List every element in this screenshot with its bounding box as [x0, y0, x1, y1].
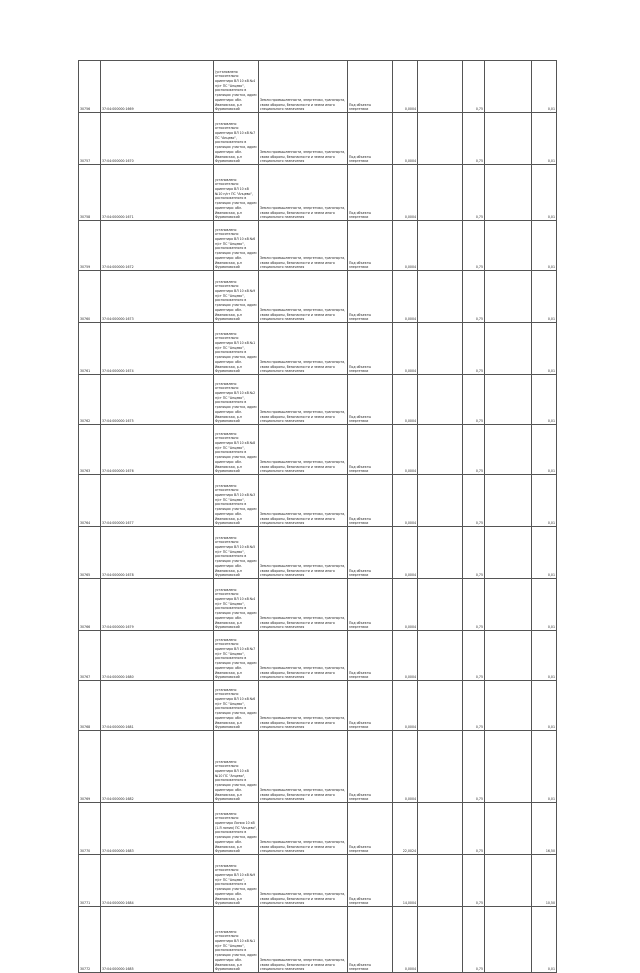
empty-cell: [418, 165, 463, 221]
table-row: [79, 323, 557, 375]
area-cell: 0,0004: [393, 731, 418, 803]
sum-cell: 0,01: [532, 425, 557, 475]
rate-cell: 0,75: [463, 61, 485, 113]
empty-cell: [418, 375, 463, 425]
area-cell: 0,0004: [393, 113, 418, 165]
sum-cell: 0,01: [532, 527, 557, 579]
location-description-cell: установлено относительно ориентира ВЛ 10 кВ №7 ПС "Анцево", расположенного в границах участка, адрес ориентира: обл. Ивановская, р-н Фурмановский: [214, 113, 259, 165]
table-row: [79, 803, 557, 855]
rate-cell: 0,75: [463, 803, 485, 855]
row-index-cell: 30769: [79, 731, 101, 803]
table-row: [79, 113, 557, 165]
table-row: [79, 61, 557, 113]
rate-cell: 0,75: [463, 527, 485, 579]
table-row: [79, 579, 557, 631]
row-index-cell: 30766: [79, 579, 101, 631]
land-category-cell: Земли промышленности, энергетики, транспорта, связи обороны, безопасности и земли иного специального назначения: [259, 803, 348, 855]
empty-cell: [418, 61, 463, 113]
row-index-cell: 30758: [79, 165, 101, 221]
permitted-use-cell: Под объекты энергетики: [348, 165, 393, 221]
land-plots-table: [78, 60, 557, 973]
cadastral-number-cell: 37:04:000000:1671: [101, 165, 214, 221]
sum-cell: 10,50: [532, 855, 557, 907]
land-category-cell: Земли промышленности, энергетики, транспорта, связи обороны, безопасности и земли иного специального назначения: [259, 907, 348, 973]
area-cell: 0,0004: [393, 271, 418, 323]
location-description-cell: установлено относительно ориентира ВЛ 10 кВ №1 п/ст ПС "Анцево", расположенного в границах участка, адрес ориентира: обл. Ивановская, р-н Фурмановский: [214, 323, 259, 375]
rate-cell: 0,75: [463, 375, 485, 425]
empty-cell: [485, 425, 532, 475]
empty-cell: [418, 323, 463, 375]
area-cell: 0,0004: [393, 61, 418, 113]
land-category-cell: Земли промышленности, энергетики, транспорта, связи обороны, безопасности и земли иного специального назначения: [259, 323, 348, 375]
table-row: [79, 731, 557, 803]
empty-cell: [485, 907, 532, 973]
table-body: [79, 61, 557, 973]
land-category-cell: Земли промышленности, энергетики, транспорта, связи обороны, безопасности и земли иного специального назначения: [259, 631, 348, 681]
cadastral-number-cell: 37:04:000000:1679: [101, 579, 214, 631]
empty-cell: [485, 803, 532, 855]
area-cell: 0,0004: [393, 425, 418, 475]
permitted-use-cell: Под объекты энергетики: [348, 631, 393, 681]
row-index-cell: 30765: [79, 527, 101, 579]
table-row: [79, 425, 557, 475]
area-cell: 0,0004: [393, 579, 418, 631]
empty-cell: [418, 425, 463, 475]
sum-cell: 0,01: [532, 475, 557, 527]
sum-cell: 0,01: [532, 271, 557, 323]
empty-cell: [485, 61, 532, 113]
sum-cell: 0,01: [532, 681, 557, 731]
permitted-use-cell: Под объекты энергетики: [348, 907, 393, 973]
sum-cell: 0,01: [532, 631, 557, 681]
row-index-cell: 30762: [79, 375, 101, 425]
rate-cell: 0,75: [463, 425, 485, 475]
cadastral-number-cell: 37:04:000000:1669: [101, 61, 214, 113]
empty-cell: [485, 631, 532, 681]
land-category-cell: Земли промышленности, энергетики, транспорта, связи обороны, безопасности и земли иного специального назначения: [259, 113, 348, 165]
empty-cell: [418, 271, 463, 323]
row-index-cell: 30770: [79, 803, 101, 855]
land-category-cell: Земли промышленности, энергетики, транспорта, связи обороны, безопасности и земли иного специального назначения: [259, 425, 348, 475]
row-index-cell: 30771: [79, 855, 101, 907]
cadastral-number-cell: 37:04:000000:1670: [101, 113, 214, 165]
empty-cell: [485, 375, 532, 425]
row-index-cell: 30761: [79, 323, 101, 375]
rate-cell: 0,75: [463, 475, 485, 527]
permitted-use-cell: Под объекты энергетики: [348, 323, 393, 375]
empty-cell: [418, 475, 463, 527]
sum-cell: 0,01: [532, 113, 557, 165]
area-cell: 22,0024: [393, 803, 418, 855]
sum-cell: 0,01: [532, 165, 557, 221]
permitted-use-cell: Под объекты энергетики: [348, 425, 393, 475]
location-description-cell: установлено относительно ориентира ВЛ 10 кВ №10 п/ст ПС "Анцево", расположенного в границах участка, адрес ориентира: обл. Ивановская, р-н Фурмановский: [214, 165, 259, 221]
table-row: [79, 907, 557, 973]
area-cell: 0,0004: [393, 323, 418, 375]
land-category-cell: Земли промышленности, энергетики, транспорта, связи обороны, безопасности и земли иного специального назначения: [259, 681, 348, 731]
permitted-use-cell: Под объекты энергетики: [348, 681, 393, 731]
permitted-use-cell: Под объекты энергетики: [348, 475, 393, 527]
sum-cell: 0,01: [532, 323, 557, 375]
cadastral-number-cell: 37:04:000000:1678: [101, 527, 214, 579]
empty-cell: [418, 907, 463, 973]
empty-cell: [485, 113, 532, 165]
row-index-cell: 30760: [79, 271, 101, 323]
cadastral-number-cell: 37:04:000000:1685: [101, 907, 214, 973]
sum-cell: 0,01: [532, 61, 557, 113]
area-cell: 0,0004: [393, 527, 418, 579]
permitted-use-cell: Под объекты энергетики: [348, 113, 393, 165]
table-row: [79, 681, 557, 731]
area-cell: 0,0004: [393, 475, 418, 527]
sum-cell: 0,01: [532, 731, 557, 803]
cadastral-number-cell: 37:04:000000:1682: [101, 731, 214, 803]
cadastral-number-cell: 37:04:000000:1680: [101, 631, 214, 681]
rate-cell: 0,75: [463, 221, 485, 271]
land-category-cell: Земли промышленности, энергетики, транспорта, связи обороны, безопасности и земли иного специального назначения: [259, 221, 348, 271]
location-description-cell: установлено относительно ориентира ВЛ 10 кВ №8 п/ст ПС "Анцево", расположенного в границах участка, адрес ориентира: обл. Ивановская, р-н Фурмановский: [214, 425, 259, 475]
empty-cell: [485, 323, 532, 375]
row-index-cell: 30767: [79, 631, 101, 681]
location-description-cell: установлено относительно ориентира ВЛ 10 кВ №10 ПС "Анцево", расположенного в границах участка, адрес ориентира: обл. Ивановская, р-н Фурмановский: [214, 731, 259, 803]
location-description-cell: установлено относительно ориентира ВЛ 10 кВ №2 п/ст ПС "Анцево", расположенного в границах участка, адрес ориентира: обл. Ивановская, р-н Фурмановский: [214, 375, 259, 425]
table-row: [79, 475, 557, 527]
table-row: [79, 271, 557, 323]
rate-cell: 0,75: [463, 855, 485, 907]
empty-cell: [485, 271, 532, 323]
permitted-use-cell: Под объекты энергетики: [348, 61, 393, 113]
sum-cell: 0,01: [532, 579, 557, 631]
permitted-use-cell: Под объекты энергетики: [348, 579, 393, 631]
row-index-cell: 30756: [79, 61, 101, 113]
empty-cell: [485, 527, 532, 579]
empty-cell: [418, 631, 463, 681]
cadastral-number-cell: 37:04:000000:1675: [101, 375, 214, 425]
rate-cell: 0,75: [463, 907, 485, 973]
sum-cell: 16,50: [532, 803, 557, 855]
cadastral-number-cell: 37:04:000000:1673: [101, 271, 214, 323]
rate-cell: 0,75: [463, 579, 485, 631]
area-cell: 0,0004: [393, 631, 418, 681]
empty-cell: [485, 475, 532, 527]
permitted-use-cell: Под объекты энергетики: [348, 271, 393, 323]
rate-cell: 0,75: [463, 323, 485, 375]
cadastral-number-cell: 37:04:000000:1684: [101, 855, 214, 907]
empty-cell: [418, 527, 463, 579]
land-category-cell: Земли промышленности, энергетики, транспорта, связи обороны, безопасности и земли иного специального назначения: [259, 855, 348, 907]
cadastral-number-cell: 37:04:000000:1681: [101, 681, 214, 731]
empty-cell: [485, 681, 532, 731]
land-category-cell: Земли промышленности, энергетики, транспорта, связи обороны, безопасности и земли иного специального назначения: [259, 731, 348, 803]
location-description-cell: установлено относительно ориентира ВЛ 10 кВ №9 п/ст ПС "Анцево", расположенного в границах участка, адрес ориентира: обл. Ивановская, р-н Фурмановский: [214, 271, 259, 323]
cadastral-number-cell: 37:04:000000:1676: [101, 425, 214, 475]
location-description-cell: установлено относительно ориентира ВЛ 10 кВ №5 п/ст ПС "Анцево", расположенного в границах участка, адрес ориентира: обл. Ивановская, р-н Фурмановский: [214, 527, 259, 579]
rate-cell: 0,75: [463, 165, 485, 221]
row-index-cell: 30763: [79, 425, 101, 475]
empty-cell: [485, 579, 532, 631]
location-description-cell: установлено относительно ориентира ВЛ 10 кВ №6 п/ст ПС "Анцево", расположенного в границах участка, адрес ориентира: обл. Ивановская, р-н Фурмановский: [214, 681, 259, 731]
sum-cell: 0,01: [532, 907, 557, 973]
land-category-cell: Земли промышленности, энергетики, транспорта, связи обороны, безопасности и земли иного специального назначения: [259, 165, 348, 221]
land-category-cell: Земли промышленности, энергетики, транспорта, связи обороны, безопасности и земли иного специального назначения: [259, 375, 348, 425]
land-category-cell: Земли промышленности, энергетики, транспорта, связи обороны, безопасности и земли иного специального назначения: [259, 271, 348, 323]
sum-cell: 0,01: [532, 221, 557, 271]
row-index-cell: 30768: [79, 681, 101, 731]
table-row: [79, 855, 557, 907]
location-description-cell: установлено относительно ориентира Линия 10 кВ (1-Я линия) ПС "Анцево", расположенного в границах участка, адрес ориентира: обл. Ивановская, р-н Фурмановский: [214, 803, 259, 855]
land-category-cell: Земли промышленности, энергетики, транспорта, связи обороны, безопасности и земли иного специального назначения: [259, 475, 348, 527]
permitted-use-cell: Под объекты энергетики: [348, 731, 393, 803]
empty-cell: [485, 165, 532, 221]
cadastral-number-cell: 37:04:000000:1672: [101, 221, 214, 271]
table-row: [79, 375, 557, 425]
table-row: [79, 221, 557, 271]
permitted-use-cell: Под объекты энергетики: [348, 221, 393, 271]
permitted-use-cell: Под объекты энергетики: [348, 855, 393, 907]
empty-cell: [418, 803, 463, 855]
empty-cell: [418, 579, 463, 631]
rate-cell: 0,75: [463, 631, 485, 681]
empty-cell: [418, 731, 463, 803]
empty-cell: [418, 681, 463, 731]
row-index-cell: 30757: [79, 113, 101, 165]
location-description-cell: установлено относительно ориентира ВЛ 10 кВ №4 п/ст ПС "Анцево", расположенного в границах участка, адрес ориентира: обл. Ивановская, р-н Фурмановский: [214, 579, 259, 631]
permitted-use-cell: Под объекты энергетики: [348, 803, 393, 855]
table-row: [79, 631, 557, 681]
location-description-cell: установлено относительно ориентира ВЛ 10 кВ №9 п/ст ПС "Анцево", расположенного в границах участка, адрес ориентира: обл. Ивановская, р-н Фурмановский: [214, 855, 259, 907]
area-cell: 0,0004: [393, 907, 418, 973]
area-cell: 0,0004: [393, 375, 418, 425]
empty-cell: [418, 113, 463, 165]
area-cell: 0,0004: [393, 681, 418, 731]
row-index-cell: 30764: [79, 475, 101, 527]
land-category-cell: Земли промышленности, энергетики, транспорта, связи обороны, безопасности и земли иного специального назначения: [259, 61, 348, 113]
sum-cell: 0,01: [532, 375, 557, 425]
empty-cell: [418, 221, 463, 271]
location-description-cell: установлено относительно ориентира ВЛ 10 кВ №1 п/ст ПС "Анцево", расположенного в границах участка, адрес ориентира: обл. Ивановская, р-н Фурмановский: [214, 907, 259, 973]
rate-cell: 0,75: [463, 681, 485, 731]
area-cell: 0,0004: [393, 221, 418, 271]
row-index-cell: 30772: [79, 907, 101, 973]
table-row: [79, 527, 557, 579]
cadastral-number-cell: 37:04:000000:1674: [101, 323, 214, 375]
rate-cell: 0,75: [463, 731, 485, 803]
rate-cell: 0,75: [463, 271, 485, 323]
area-cell: 14,0004: [393, 855, 418, 907]
land-category-cell: Земли промышленности, энергетики, транспорта, связи обороны, безопасности и земли иного специального назначения: [259, 579, 348, 631]
area-cell: 0,0004: [393, 165, 418, 221]
table-row: [79, 165, 557, 221]
land-category-cell: Земли промышленности, энергетики, транспорта, связи обороны, безопасности и земли иного специального назначения: [259, 527, 348, 579]
location-description-cell: установлено относительно ориентира ВЛ 10 кВ №7 п/ст ПС "Анцево", расположенного в границах участка, адрес ориентира: обл. Ивановская, р-н Фурмановский: [214, 631, 259, 681]
location-description-cell: установлено относительно ориентира ВЛ 10 кВ №6 п/ст ПС "Анцево", расположенного в границах участка, адрес ориентира: обл. Ивановская, р-н Фурмановский: [214, 221, 259, 271]
rate-cell: 0,75: [463, 113, 485, 165]
location-description-cell: установлено относительно ориентира ВЛ 10 кВ №3 п/ст ПС "Анцево", расположенного в границах участка, адрес ориентира: обл. Ивановская, р-н Фурмановский: [214, 475, 259, 527]
permitted-use-cell: Под объекты энергетики: [348, 527, 393, 579]
cadastral-number-cell: 37:04:000000:1683: [101, 803, 214, 855]
empty-cell: [485, 221, 532, 271]
empty-cell: [485, 855, 532, 907]
empty-cell: [485, 731, 532, 803]
empty-cell: [418, 855, 463, 907]
row-index-cell: 30759: [79, 221, 101, 271]
cadastral-number-cell: 37:04:000000:1677: [101, 475, 214, 527]
permitted-use-cell: Под объекты энергетики: [348, 375, 393, 425]
location-description-cell: (установлено относительно ориентира ВЛ 10 кВ №4 п/ст ПС "Анцево", расположенного в границах участка, адрес ориентира: обл. Ивановская, р-н Фурмановский: [214, 61, 259, 113]
